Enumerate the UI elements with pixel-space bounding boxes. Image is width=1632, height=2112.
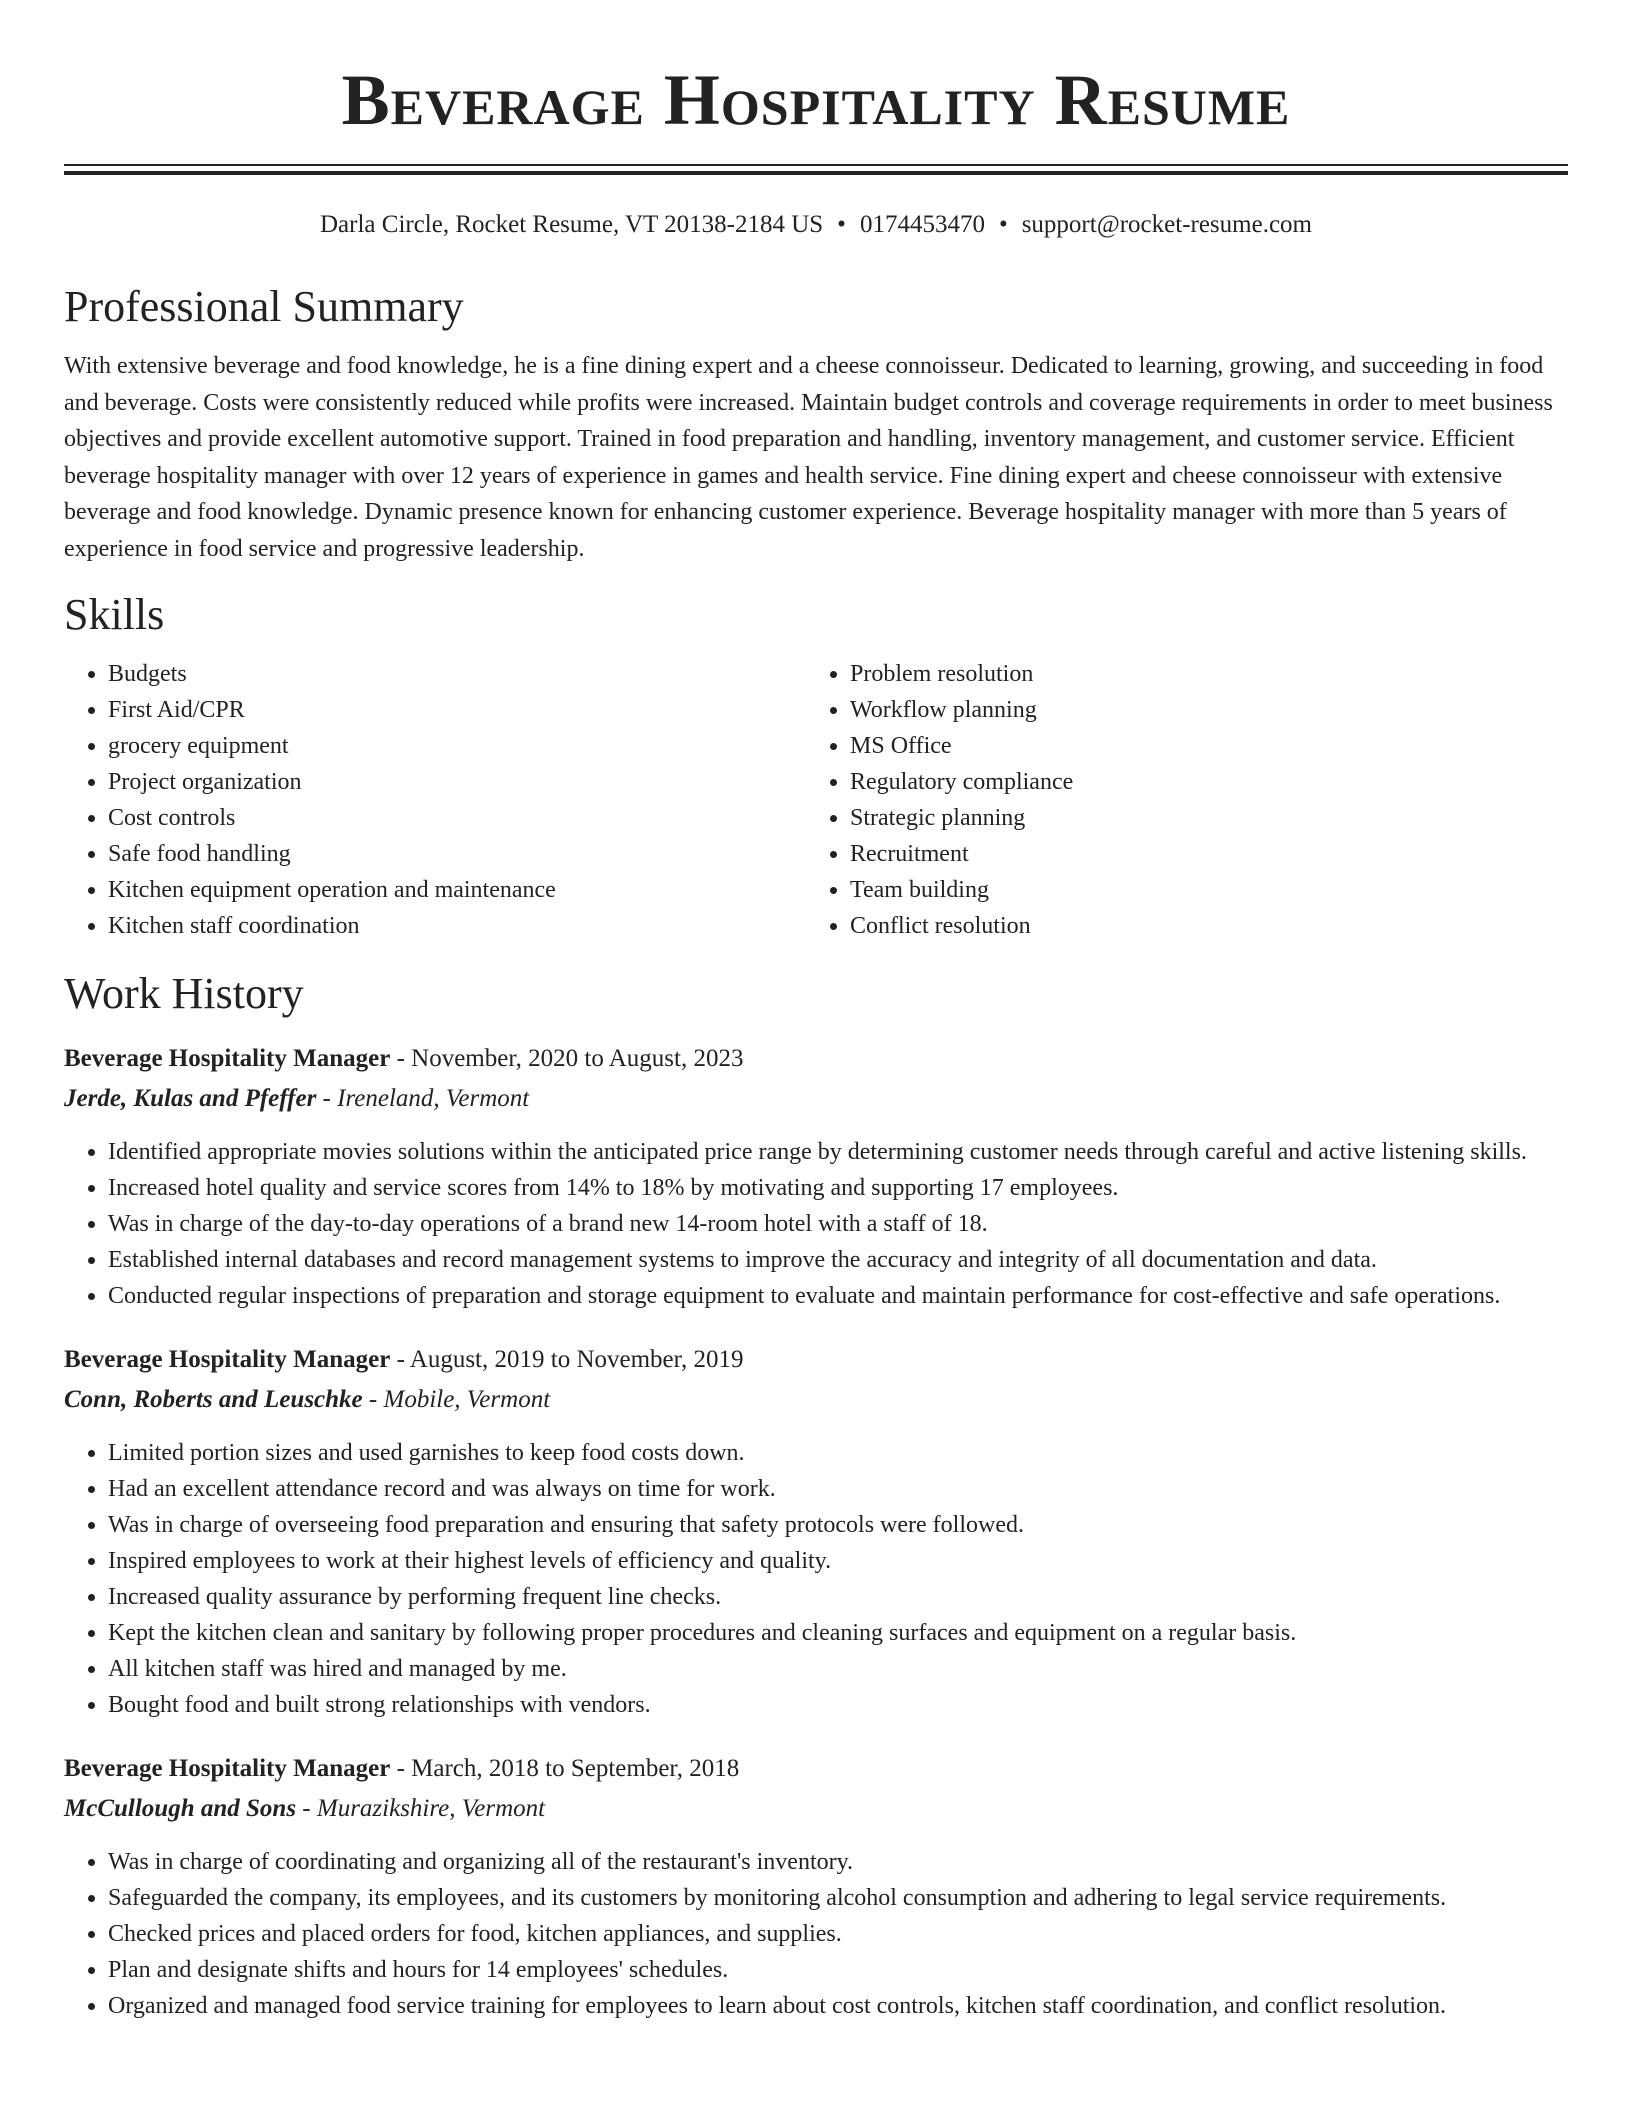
job-title: Beverage Hospitality Manager (64, 1045, 391, 1072)
job-bullet: • Plan and designate shifts and hours for 14 employees' schedules. (108, 1952, 1568, 1988)
skill-item: • Regulatory compliance (850, 764, 1548, 800)
job-dates: - March, 2018 to September, 2018 (390, 1755, 740, 1782)
resume-page (64, 0, 1568, 2024)
job-bullet: • Was in charge of coordinating and organizing all of the restaurant's inventory. (108, 1844, 1568, 1880)
job-title: Beverage Hospitality Manager (64, 1755, 391, 1782)
contact-address: Darla Circle, Rocket Resume, VT 20138-2184 US (320, 211, 824, 238)
skill-item: • Safe food handling (108, 836, 806, 872)
job-dates: - August, 2019 to November, 2019 (390, 1346, 744, 1373)
resume-title: Beverage Hospitality Resume (341, 60, 1291, 140)
job-bullet: • Bought food and built strong relationships with vendors. (108, 1687, 1568, 1723)
contact-separator: • (998, 211, 1008, 238)
skill-item: • Problem resolution (850, 656, 1548, 692)
job-bullet: • Safeguarded the company, its employees, and its customers by monitoring alcohol consumption and adhering to legal service requirements. (108, 1880, 1568, 1916)
summary-text: With extensive beverage and food knowledge, he is a fine dining expert and a cheese connoisseur. Dedicated to learning, growing, and succeeding in food and beverage. Costs were consistently reduced while profits were increased. Maintain budget controls and coverage requirements in order to meet business objectives and provide excellent automotive support. Trained in food preparation and handling, inventory management, and customer service. Efficient beverage hospitality manager with over 12 years of experience in games and health service. Fine dining expert and cheese connoisseur with extensive beverage and food knowledge. Dynamic presence known for enhancing customer experience. Beverage hospitality manager with more than 5 years of experience in food service and progressive leadership. (64, 353, 1553, 562)
job-bullets (64, 1844, 1568, 2024)
work-history-heading: Work History (64, 969, 304, 1018)
job-company: Jerde, Kulas and Pfeffer (64, 1085, 317, 1112)
job-bullet: • All kitchen staff was hired and managed by me. (108, 1651, 1568, 1687)
job-title-line (64, 1749, 1568, 1789)
title-divider-thick (64, 171, 1568, 175)
job-bullets (64, 1134, 1568, 1314)
job-bullet: • Established internal databases and record management systems to improve the accuracy and integrity of all documentation and data. (108, 1242, 1568, 1278)
job-bullet: • Conducted regular inspections of preparation and storage equipment to evaluate and maintain performance for cost-effective and safe operations. (108, 1278, 1568, 1314)
skill-item: • Conflict resolution (850, 908, 1548, 944)
job-bullet: • Kept the kitchen clean and sanitary by following proper procedures and cleaning surfaces and equipment on a regular basis. (108, 1615, 1568, 1651)
skill-item: • Cost controls (108, 800, 806, 836)
contact-line (64, 209, 1568, 241)
job-bullet: • Organized and managed food service training for employees to learn about cost controls, kitchen staff coordination, and conflict resolution. (108, 1988, 1568, 2024)
job-bullet: • Limited portion sizes and used garnishes to keep food costs down. (108, 1435, 1568, 1471)
skill-item: • Workflow planning (850, 692, 1548, 728)
skill-item: • Budgets (108, 656, 806, 692)
job-entry (64, 1039, 1568, 1314)
job-bullet: • Had an excellent attendance record and was always on time for work. (108, 1471, 1568, 1507)
job-bullet: • Identified appropriate movies solutions within the anticipated price range by determining customer needs through careful and active listening skills. (108, 1134, 1568, 1170)
job-bullet: • Increased hotel quality and service scores from 14% to 18% by motivating and supporting 17 employees. (108, 1170, 1568, 1206)
job-entry (64, 1749, 1568, 2024)
job-bullet: • Inspired employees to work at their highest levels of efficiency and quality. (108, 1543, 1568, 1579)
job-title-line (64, 1340, 1568, 1380)
skills-heading: Skills (64, 590, 165, 639)
job-company: McCullough and Sons (64, 1795, 297, 1822)
summary-heading: Professional Summary (64, 282, 464, 331)
skill-item: • Kitchen staff coordination (108, 908, 806, 944)
job-title: Beverage Hospitality Manager (64, 1346, 391, 1373)
job-company: Conn, Roberts and Leuschke (64, 1386, 363, 1413)
title-divider-thin (64, 164, 1568, 166)
job-bullet: • Was in charge of overseeing food preparation and ensuring that safety protocols were followed. (108, 1507, 1568, 1543)
skill-item: • MS Office (850, 728, 1548, 764)
skill-item: • Project organization (108, 764, 806, 800)
job-location: - Murazikshire, Vermont (296, 1795, 546, 1822)
contact-separator: • (837, 211, 846, 238)
job-location: - Ireneland, Vermont (316, 1085, 530, 1112)
skill-item: • Recruitment (850, 836, 1548, 872)
skills-columns (64, 656, 1568, 944)
contact-email: support@rocket-resume.com (1021, 211, 1312, 238)
skill-item: • First Aid/CPR (108, 692, 806, 728)
job-bullet: • Checked prices and placed orders for food, kitchen appliances, and supplies. (108, 1916, 1568, 1952)
job-title-line (64, 1039, 1568, 1079)
skill-item: • grocery equipment (108, 728, 806, 764)
skill-item: • Strategic planning (850, 800, 1548, 836)
skills-left-list (64, 656, 806, 944)
contact-phone: 0174453470 (859, 211, 985, 238)
job-bullet: • Increased quality assurance by performing frequent line checks. (108, 1579, 1568, 1615)
skill-item: • Team building (850, 872, 1548, 908)
skills-right-list (806, 656, 1548, 944)
job-entry (64, 1340, 1568, 1723)
job-company-line (64, 1079, 1568, 1119)
job-company-line (64, 1380, 1568, 1420)
job-company-line (64, 1789, 1568, 1829)
job-location: - Mobile, Vermont (362, 1386, 551, 1413)
skill-item: • Kitchen equipment operation and maintenance (108, 872, 806, 908)
job-bullet: • Was in charge of the day-to-day operations of a brand new 14-room hotel with a staff of 18. (108, 1206, 1568, 1242)
job-dates: - November, 2020 to August, 2023 (390, 1045, 744, 1072)
job-bullets (64, 1435, 1568, 1723)
